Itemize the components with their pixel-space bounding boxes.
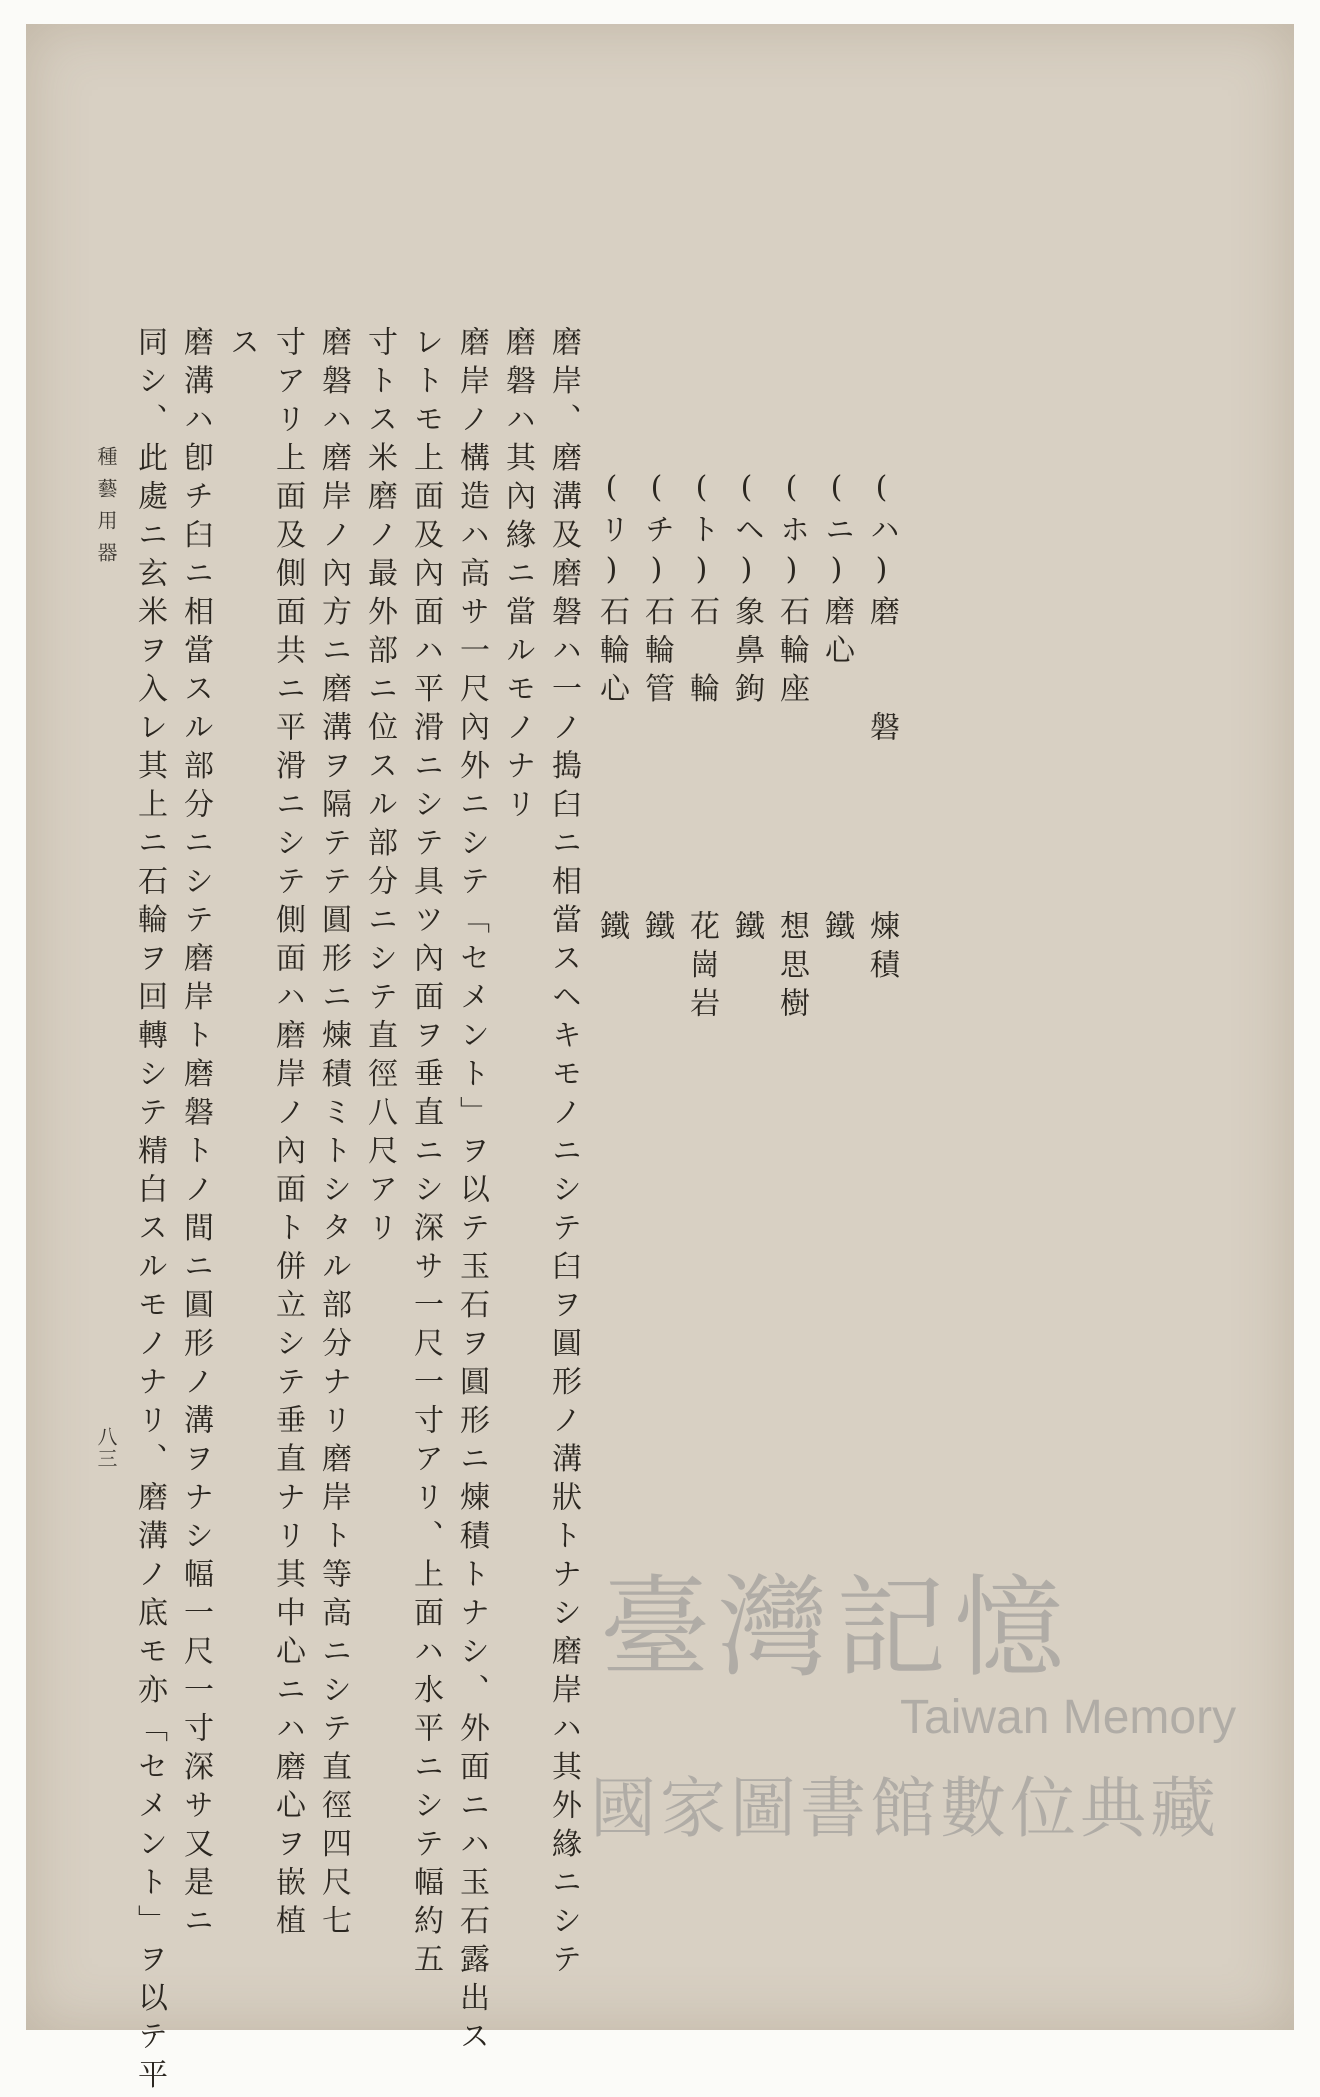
body-line: 磨溝ハ卽チ臼ニ相當スル部分ニシテ磨岸ト磨磐トノ間ニ圓形ノ溝ヲナシ幅一尺一寸深サ又是ニ — [178, 326, 213, 1943]
page-number: 八三 — [94, 1426, 118, 1470]
body-line: 磨岸ノ構造ハ高サ一尺內外ニシテ「セメント」ヲ以テ玉石ヲ圓形ニ煉積トナシ、外面ニハ玉石露出ス — [454, 326, 489, 2059]
part-label: (ハ)磨 磐 — [864, 470, 899, 750]
body-line: レトモ上面及內面ハ平滑ニシテ具ツ內面ヲ垂直ニシ深サ一尺一寸アリ、上面ハ水平ニシテ幅約五 — [408, 326, 443, 1982]
body-line: 寸トス米磨ノ最外部ニ位スル部分ニシテ直徑八尺アリ — [362, 326, 397, 1250]
body-line: 磨磐ハ磨岸ノ內方ニ磨溝ヲ隔テテ圓形ニ煉積ミトシタル部分ナリ磨岸ト等高ニシテ直徑四尺七 — [316, 326, 351, 1943]
body-line: 寸アリ上面及側面共ニ平滑ニシテ側面ハ磨岸ノ內面ト併立シテ垂直ナリ其中心ニハ磨心ヲ嵌植 — [270, 326, 305, 1943]
body-line: 磨岸、磨溝及磨磐ハ一ノ搗臼ニ相當スヘキモノニシテ臼ヲ圓形ノ溝狀トナシ磨岸ハ其外緣ニシテ — [546, 326, 581, 1982]
part-material: 鐵 — [594, 910, 629, 949]
part-material: 鐵 — [819, 910, 854, 949]
part-label: (チ)石輪管 — [639, 470, 674, 711]
part-label: (ホ)石輪座 — [774, 470, 809, 711]
watermark-english: Taiwan Memory — [900, 1691, 1237, 1744]
body-line: 磨磐ハ其內緣ニ當ルモノナリ — [500, 326, 535, 827]
watermark-subtitle: 國家圖書館數位典藏 — [590, 1770, 1220, 1847]
part-label: (リ)石輪心 — [594, 470, 629, 711]
part-material: 想思樹 — [774, 910, 809, 1026]
part-material: 鐵 — [639, 910, 674, 949]
body-line: 同シ、此處ニ玄米ヲ入レ其上ニ石輪ヲ回轉シテ精白スルモノナリ、磨溝ノ底モ亦「セメント」ヲ以テ平 — [132, 326, 167, 2097]
part-material: 花崗岩 — [684, 910, 719, 1026]
part-material: 鐵 — [729, 910, 764, 949]
running-title: 種藝用器 — [94, 446, 118, 574]
part-label: (ト)石 輪 — [684, 470, 719, 711]
part-material: 煉積 — [864, 910, 899, 987]
part-label: (ヘ)象鼻鉤 — [729, 470, 764, 711]
part-label: (ニ)磨心 — [819, 470, 854, 673]
watermark-logo — [560, 1540, 1260, 1890]
body-line: ス — [224, 326, 259, 365]
watermark-cjk: 臺灣記憶 — [600, 1564, 1072, 1692]
